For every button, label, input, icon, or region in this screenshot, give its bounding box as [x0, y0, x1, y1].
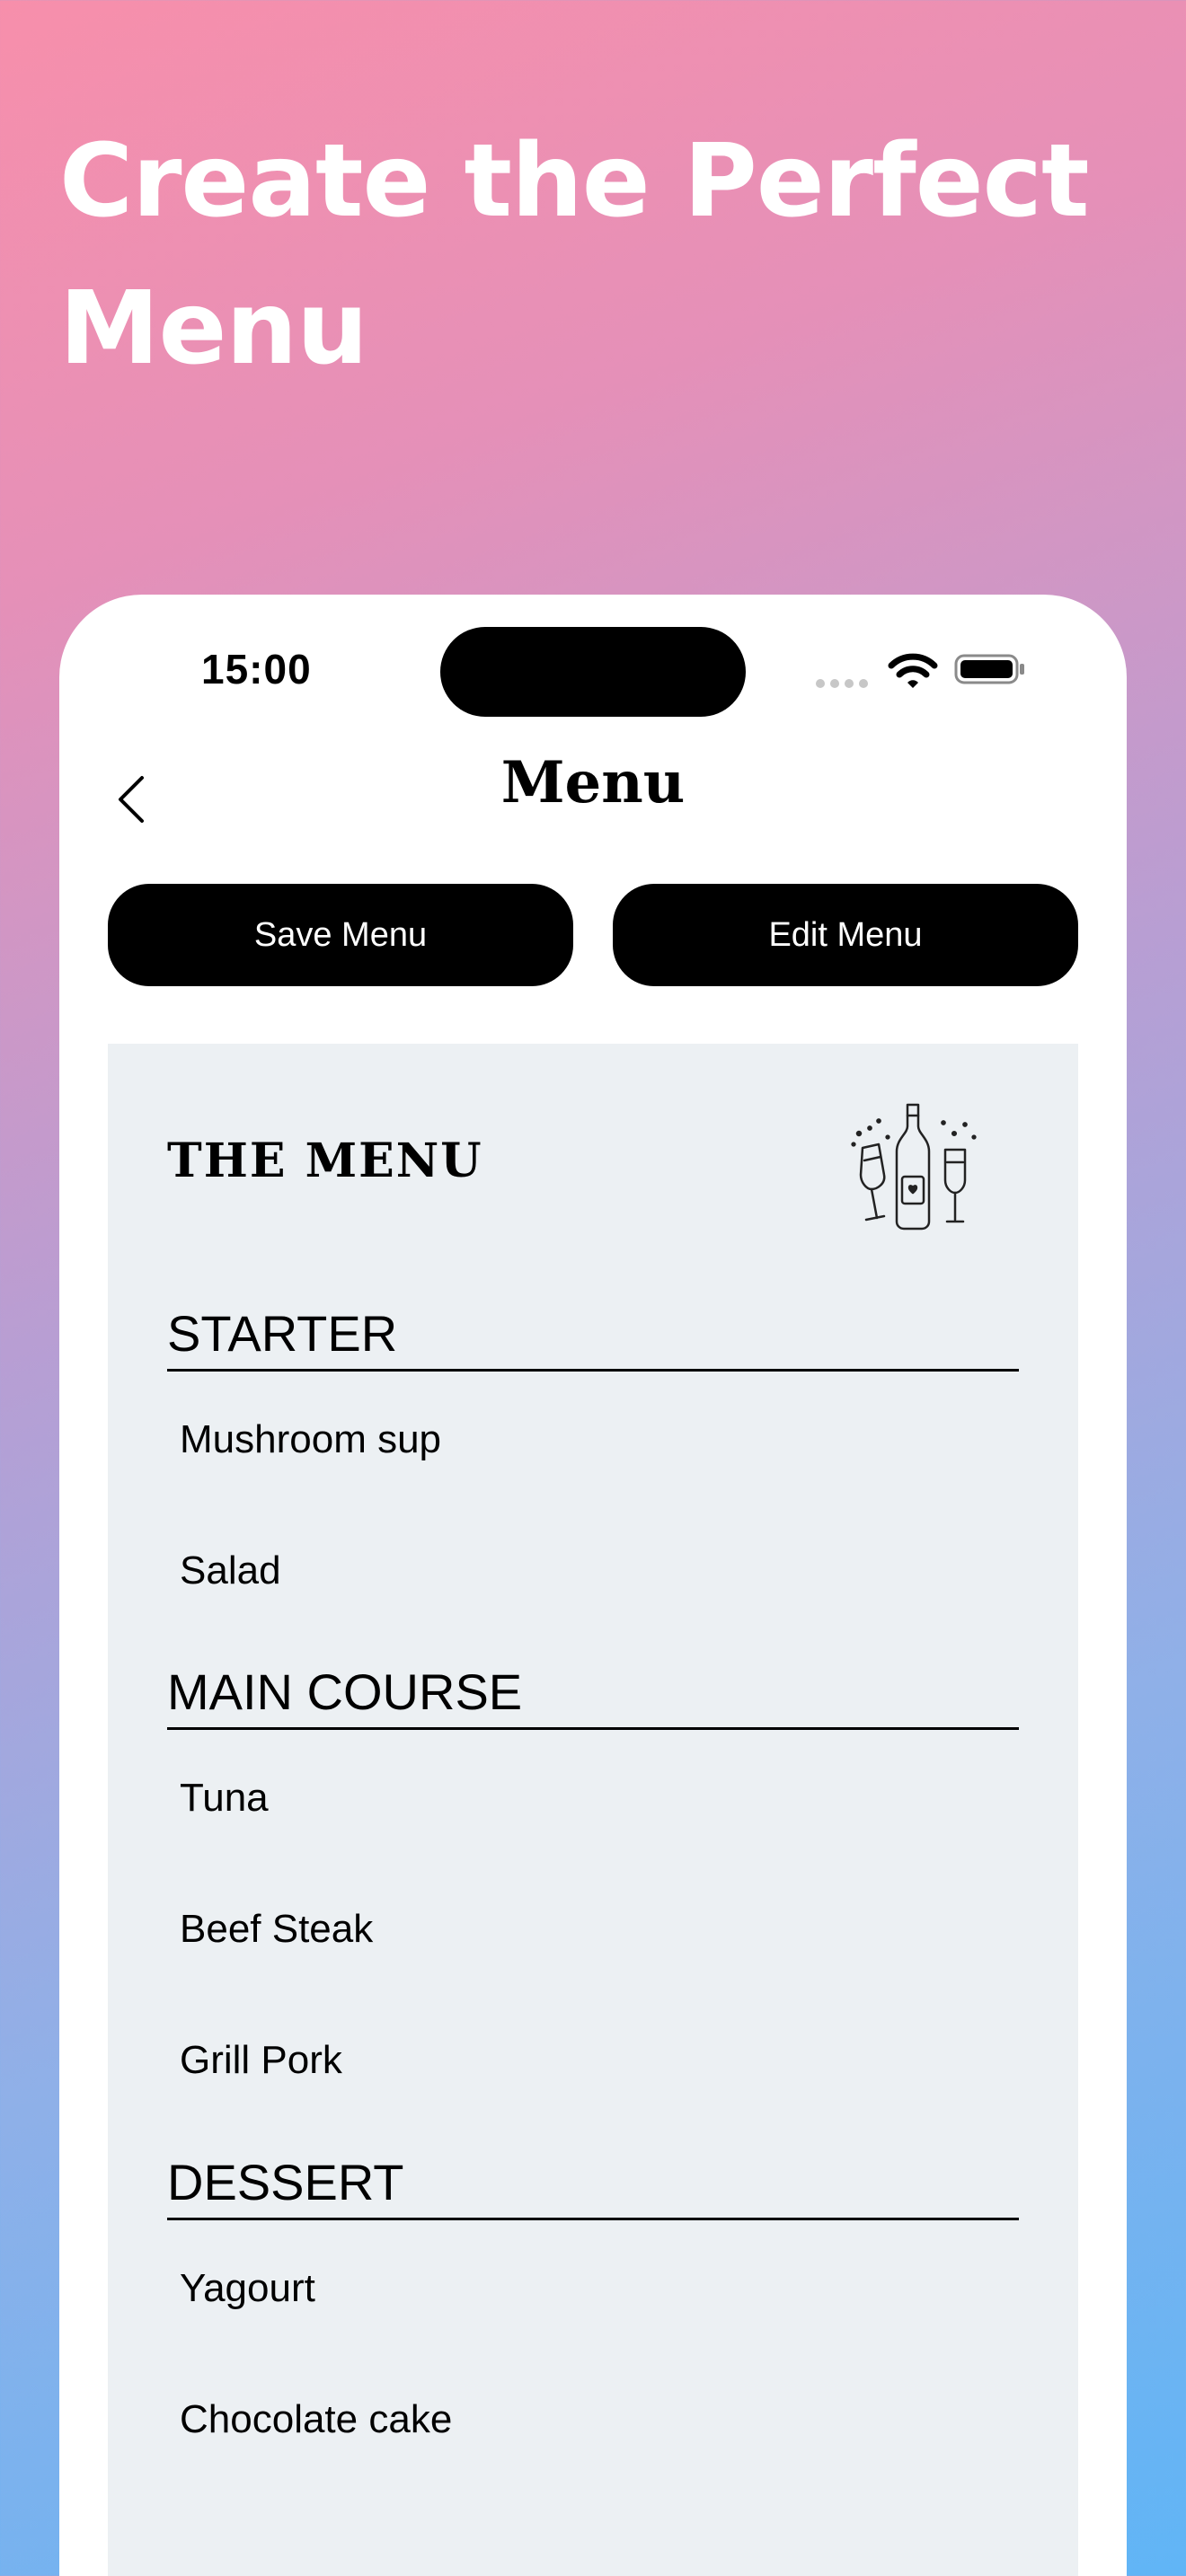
menu-section-starter	[167, 1299, 1019, 1634]
battery-icon	[954, 654, 1026, 684]
menu-item: Beef Steak	[180, 1907, 374, 1951]
menu-item: Tuna	[180, 1776, 269, 1820]
menu-section-main-course	[167, 1657, 1019, 2123]
menu-card-title: THE MENU	[167, 1134, 483, 1188]
edit-menu-button[interactable]: Edit Menu	[613, 884, 1078, 986]
menu-item: Chocolate cake	[180, 2397, 453, 2441]
menu-item: Grill Pork	[180, 2038, 342, 2082]
menu-card	[108, 1044, 1078, 2576]
section-title: STARTER	[167, 1299, 1019, 1372]
champagne-bottle-glasses-icon	[843, 1098, 983, 1232]
menu-item: Yagourt	[180, 2266, 315, 2310]
phone-screen	[59, 595, 1127, 2576]
menu-item: Mushroom sup	[180, 1417, 442, 1461]
status-time: 15:00	[201, 646, 312, 693]
menu-section-dessert	[167, 2148, 1019, 2483]
section-title: MAIN COURSE	[167, 1657, 1019, 1730]
page-title: Menu	[500, 749, 686, 816]
save-menu-button[interactable]: Save Menu	[108, 884, 573, 986]
dynamic-island	[440, 627, 746, 717]
signal-icon	[816, 679, 868, 688]
section-title: DESSERT	[167, 2148, 1019, 2220]
wifi-icon	[888, 652, 938, 690]
menu-item: Salad	[180, 1548, 281, 1592]
promo-headline: Create the Perfect Menu	[59, 123, 1089, 387]
